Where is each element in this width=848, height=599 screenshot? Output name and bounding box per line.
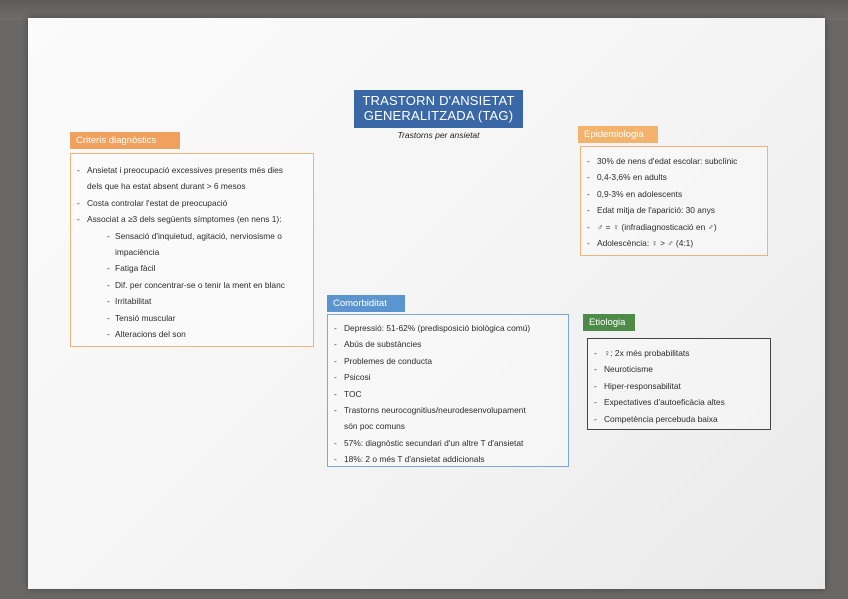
criteris-subitem: - Dif. per concentrar-se o tenir la ment en blanc <box>77 277 309 293</box>
main-title-line1: TRASTORN D'ANSIETAT <box>362 93 515 108</box>
criteris-heading: Criteris diagnòstics <box>70 132 180 149</box>
comorbiditat-item: - Trastorns neurocognitius/neurodesenvolupament <box>334 402 564 418</box>
criteris-item: dels que ha estat absent durant > 6 mesos <box>87 181 246 192</box>
epidemiologia-item: - Edat mitja de l'aparició: 30 anys <box>587 202 763 218</box>
epidemiologia-item: - Adolescència: ♀ > ♂ (4:1) <box>587 235 763 251</box>
etiologia-heading: Etiologia <box>583 314 635 331</box>
criteris-item: - Costa controlar l'estat de preocupació <box>77 195 309 211</box>
criteris-box <box>70 153 314 347</box>
criteris-subitem: - Alteracions del son <box>77 326 309 342</box>
etiologia-item: - Hiper-responsabilitat <box>594 378 766 394</box>
comorbiditat-item: - TOC <box>334 386 564 402</box>
epidemiologia-item: - 30% de nens d'edat escolar: subclínic <box>587 153 763 169</box>
etiologia-box <box>587 338 771 430</box>
comorbiditat-box <box>327 314 569 467</box>
etiologia-item: - Expectatives d'autoeficàcia altes <box>594 394 766 410</box>
comorbiditat-item: - 57%: diagnòstic secundari d'un altre T d'ansietat <box>334 435 564 451</box>
criteris-subitem: impaciència <box>115 247 160 258</box>
comorbiditat-item: - 18%: 2 o més T d'ansietat addicionals <box>334 451 564 467</box>
desk-background <box>0 0 848 20</box>
criteris-item: - Associat a ≥3 dels següents símptomes (en nens 1): <box>77 211 309 227</box>
epidemiologia-item: - 0,9-3% en adolescents <box>587 186 763 202</box>
main-title-line2: GENERALITZADA (TAG) <box>363 108 514 123</box>
epidemiologia-heading: Epidemiologia <box>578 126 658 143</box>
epidemiologia-item: - 0,4-3,6% en adults <box>587 169 763 185</box>
main-title <box>354 90 523 128</box>
epidemiologia-box <box>580 146 768 256</box>
criteris-subitem: - Tensió muscular <box>77 310 309 326</box>
criteris-item: - Ansietat i preocupació excessives presents més dies <box>77 162 309 178</box>
etiologia-item: - Competència percebuda baixa <box>594 411 766 427</box>
comorbiditat-item: són poc comuns <box>344 421 405 432</box>
criteris-subitem: - Fatiga fàcil <box>77 260 309 276</box>
comorbiditat-item: - Problemes de conducta <box>334 353 564 369</box>
comorbiditat-item: - Abús de substàncies <box>334 336 564 352</box>
main-subtitle: Trastorns per ansietat <box>397 130 480 140</box>
etiologia-item: - Neuroticisme <box>594 361 766 377</box>
criteris-subitem: - Sensació d'inquietud, agitació, nerviosisme o <box>77 228 309 244</box>
comorbiditat-item: - Psicosi <box>334 369 564 385</box>
epidemiologia-item: - ♂ = ♀ (infradiagnosticació en ♂) <box>587 219 763 235</box>
etiologia-item: - ♀: 2x més probabilitats <box>594 345 766 361</box>
comorbiditat-heading: Comorbiditat <box>327 295 405 312</box>
criteris-subitem: - Irritabilitat <box>77 293 309 309</box>
comorbiditat-item: - Depressió: 51-62% (predisposició biològica comú) <box>334 320 564 336</box>
